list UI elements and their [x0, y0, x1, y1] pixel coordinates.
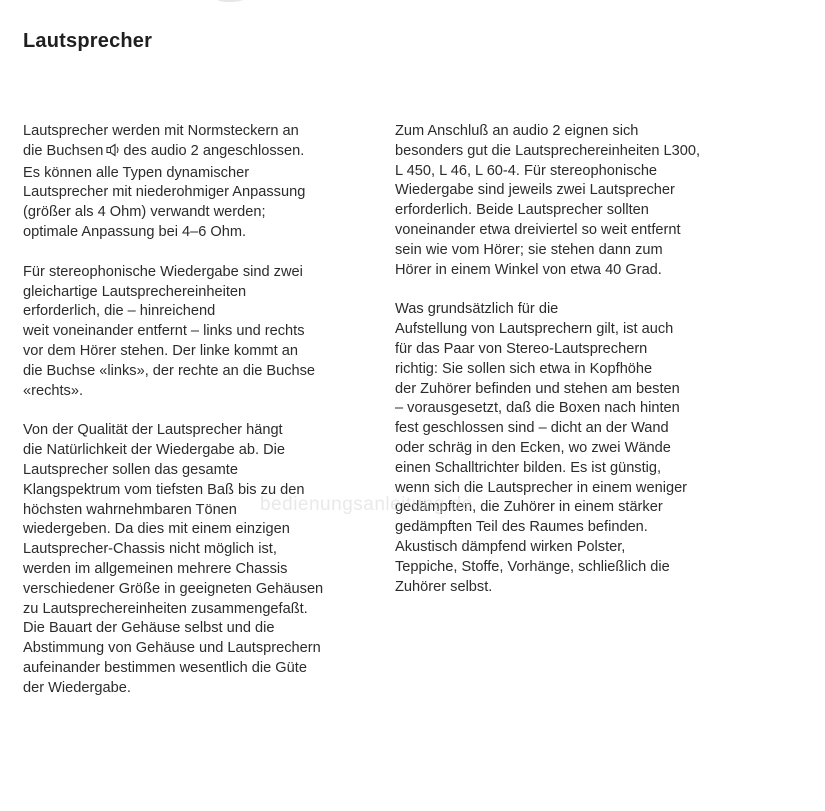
- text-fragment: des audio 2 angeschlossen.: [123, 142, 305, 159]
- text-line: gedämpften, die Zuhörer in einem stärker: [395, 499, 663, 516]
- text-line: voneinander etwa dreiviertel so weit entfernt: [395, 221, 681, 238]
- text-line: Die Bauart der Gehäuse selbst und die: [23, 620, 275, 637]
- text-line: wenn sich die Lautsprecher in einem weniger: [395, 479, 688, 496]
- speaker-icon: [105, 143, 121, 164]
- text-line: gleichartige Lautsprechereinheiten: [23, 283, 247, 300]
- text-line: Was grundsätzlich für die: [395, 301, 559, 318]
- paragraph-placement: [395, 300, 765, 597]
- text-line: Hörer in einem Winkel von etwa 40 Grad.: [395, 261, 662, 278]
- text-line: die Natürlichkeit der Wiedergabe ab. Die: [23, 442, 286, 459]
- text-line: Akustisch dämpfend wirken Polster,: [395, 538, 626, 555]
- text-line: der Zuhörer befinden und stehen am besten: [395, 380, 680, 397]
- text-line: Abstimmung von Gehäuse und Lautsprechern: [23, 640, 321, 657]
- text-line: Wiedergabe sind jeweils zwei Lautsprecher: [395, 182, 675, 199]
- text-line: werden im allgemeinen mehrere Chassis: [23, 560, 288, 577]
- text-fragment: die Buchsen: [23, 142, 104, 159]
- text-line: Aufstellung von Lautsprechern gilt, ist auch: [395, 321, 674, 338]
- text-line: zu Lautsprechereinheiten zusammengefaßt.: [23, 600, 308, 617]
- paragraph-stereo: [23, 263, 383, 402]
- text-line: einen Schalltrichter bilden. Es ist günstig,: [395, 459, 662, 476]
- watermark-text: bedienungsanleitung.de: [260, 494, 473, 515]
- text-line: sein wie vom Hörer; sie stehen dann zum: [395, 241, 663, 258]
- text-line: Für stereophonische Wiedergabe sind zwei: [23, 263, 303, 280]
- text-line: Es können alle Typen dynamischer: [23, 164, 250, 181]
- text-line: – vorausgesetzt, daß die Boxen nach hinten: [395, 400, 680, 417]
- text-line: Lautsprecher mit niederohmiger Anpassung: [23, 184, 306, 201]
- text-line: für das Paar von Stereo-Lautsprechern: [395, 340, 648, 357]
- left-column: [23, 122, 383, 719]
- text-line: Klangspektrum vom tiefsten Baß bis zu den: [23, 481, 305, 498]
- text-line: [23, 142, 383, 164]
- text-line: verschiedener Größe in geeigneten Gehäusen: [23, 580, 324, 597]
- right-column: [395, 122, 765, 617]
- text-line: vor dem Hörer stehen. Der linke kommt an: [23, 342, 298, 359]
- text-line: gedämpften Teil des Raumes befinden.: [395, 519, 648, 536]
- text-line: oder schräg in den Ecken, wo zwei Wände: [395, 439, 671, 456]
- text-line: Von der Qualität der Lautsprecher hängt: [23, 422, 283, 439]
- text-line: die Buchse «links», der rechte an die Buchse: [23, 362, 316, 379]
- text-line: Zum Anschluß an audio 2 eignen sich: [395, 123, 639, 139]
- text-line: erforderlich. Beide Lautsprecher sollten: [395, 202, 649, 219]
- text-line: aufeinander bestimmen wesentlich die Güte: [23, 659, 307, 676]
- paragraph-connection: [23, 122, 383, 243]
- text-line: richtig: Sie sollen sich etwa in Kopfhöhe: [395, 360, 653, 377]
- text-line: (größer als 4 Ohm) verwandt werden;: [23, 204, 266, 221]
- text-line: optimale Anpassung bei 4–6 Ohm.: [23, 223, 247, 240]
- text-line: wiedergeben. Da dies mit einem einzigen: [23, 521, 290, 538]
- text-line: fest geschlossen sind – dicht an der Wand: [395, 420, 669, 437]
- text-line: Lautsprecher-Chassis nicht möglich ist,: [23, 541, 277, 558]
- text-line: Lautsprecher sollen das gesamte: [23, 461, 238, 478]
- text-line: Zuhörer selbst.: [395, 578, 493, 595]
- text-line: Lautsprecher werden mit Normsteckern an: [23, 123, 299, 139]
- text-line: höchsten wahrnehmbaren Tönen: [23, 501, 237, 518]
- text-line: L 450, L 46, L 60-4. Für stereophonische: [395, 162, 658, 179]
- text-line: besonders gut die Lautsprechereinheiten L300,: [395, 142, 701, 159]
- page-title: Lautsprecher: [23, 30, 153, 52]
- paragraph-recommended-speakers: [395, 122, 765, 280]
- paragraph-quality: [23, 421, 383, 698]
- text-line: Teppiche, Stoffe, Vorhänge, schließlich die: [395, 558, 670, 575]
- text-line: «rechts».: [23, 382, 84, 399]
- page-edge-mark: [215, 0, 245, 2]
- text-line: der Wiedergabe.: [23, 679, 131, 696]
- text-line: erforderlich, die – hinreichend: [23, 303, 216, 320]
- text-line: weit voneinander entfernt – links und rechts: [23, 323, 305, 340]
